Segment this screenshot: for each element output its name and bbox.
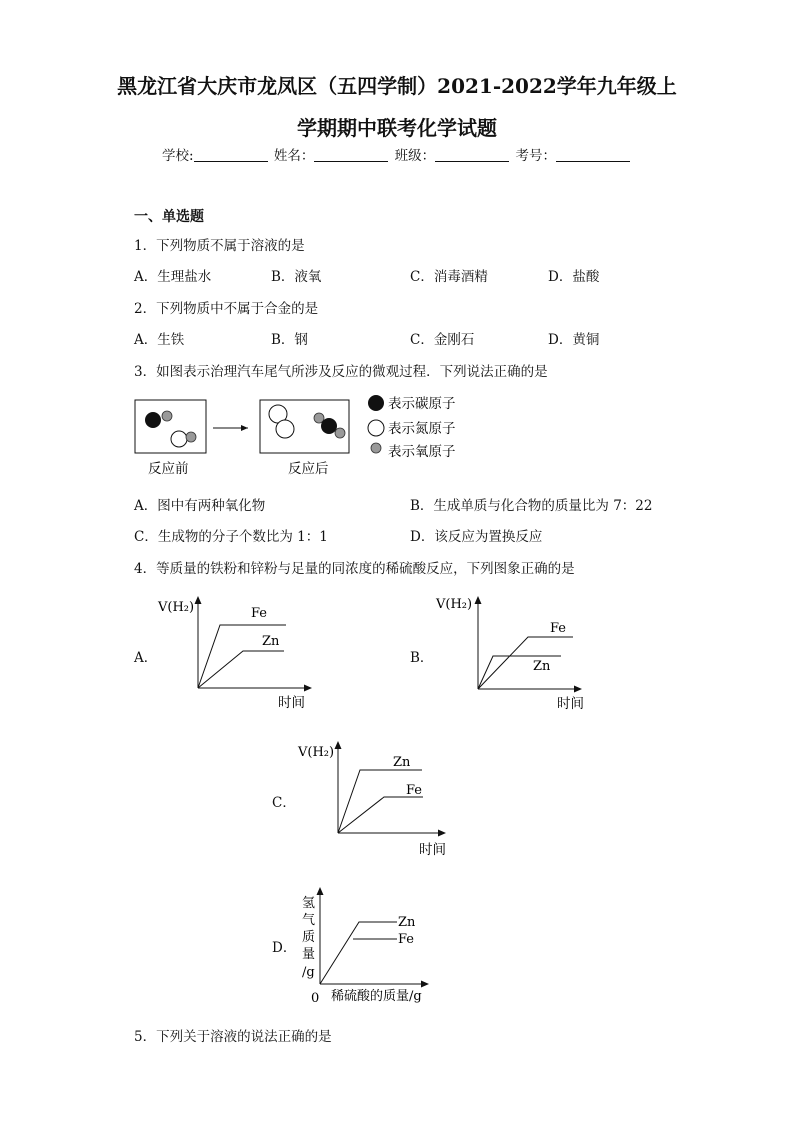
q3-option-a: A．图中有两种氧化物: [134, 498, 266, 514]
d-y-label-char: 量: [302, 947, 316, 962]
legend-nitrogen-icon: [368, 420, 384, 436]
name-blank: [314, 148, 388, 162]
q3-option-d: D．该反应为置换反应: [410, 529, 543, 545]
q4-stem: 4．等质量的铁粉和锌粉与足量的同浓度的稀硫酸反应，下列图象正确的是: [134, 561, 575, 577]
section-heading: 一、单选题: [134, 209, 204, 225]
before-label: 反应前: [148, 461, 189, 477]
d-y-label-char: 氢: [302, 896, 316, 911]
zn-line: [320, 922, 397, 984]
fe-label: Fe: [398, 932, 415, 947]
q2-option-a: A．生铁: [134, 332, 185, 348]
q1-option-b: B．液氧: [271, 269, 322, 285]
y-axis-arrow: [195, 596, 202, 604]
page-title-line-1: 黑龙江省大庆市龙凤区（五四学制）2021-2022学年九年级上: [117, 74, 677, 98]
x-axis-label: 时间: [278, 695, 305, 711]
exam-no-label: 考号：: [515, 148, 556, 164]
y-axis-label: V(H₂): [158, 600, 195, 615]
reaction-arrow-head: [241, 425, 248, 431]
d-y-label-char: 质: [302, 930, 316, 945]
x-axis-arrow: [574, 686, 582, 693]
y-axis-arrow: [335, 741, 342, 749]
y-axis-arrow: [475, 596, 482, 604]
q1-option-c: C．消毒酒精: [410, 269, 488, 285]
legend-oxygen-icon: [371, 443, 381, 453]
q4-graph-a: [150, 590, 330, 715]
q2-option-d: D．黄铜: [548, 332, 600, 348]
x-axis-label: 时间: [419, 842, 446, 858]
before-box: [135, 400, 206, 453]
q1-stem: 1．下列物质不属于溶液的是: [134, 238, 305, 254]
q5-stem: 5．下列关于溶液的说法正确的是: [134, 1029, 332, 1045]
q2-option-b: B．钢: [271, 332, 308, 348]
y-axis-label: V(H₂): [298, 745, 335, 760]
q3-option-b: B．生成单质与化合物的质量比为 7：22: [410, 498, 653, 514]
q3-stem: 3．如图表示治理汽车尾气所涉及反应的微观过程．下列说法正确的是: [134, 364, 548, 380]
school-label: 学校:: [162, 148, 194, 164]
fe-label: Fe: [550, 621, 567, 636]
x-axis-arrow: [304, 685, 312, 692]
x-axis-label: 时间: [557, 696, 584, 712]
d-y-label-unit: /g: [302, 965, 315, 980]
legend-carbon-icon: [368, 395, 384, 411]
zn-line: [198, 651, 284, 688]
zn-label: Zn: [393, 755, 411, 770]
carbon-atom: [321, 418, 337, 434]
q4-graph-b: [430, 590, 610, 715]
q1-option-a: A．生理盐水: [134, 269, 212, 285]
carbon-atom: [145, 412, 161, 428]
exam-no-blank: [556, 148, 630, 162]
oxygen-atom: [162, 411, 172, 421]
x-axis-arrow: [438, 830, 446, 837]
q4-option-b-label: B．: [410, 650, 434, 666]
class-blank: [435, 148, 509, 162]
zn-label: Zn: [262, 634, 280, 649]
legend-oxygen-label: 表示氧原子: [388, 444, 456, 460]
nitrogen-atom: [171, 431, 187, 447]
page-title-line-2: 学期期中联考化学试题: [297, 116, 497, 140]
name-label: 姓名：: [273, 148, 315, 164]
q4-graph-d: [295, 880, 445, 1010]
school-blank: [194, 148, 268, 162]
oxygen-atom: [186, 432, 196, 442]
legend-nitrogen-label: 表示氮原子: [388, 421, 456, 437]
x-axis-label: 稀硫酸的质量/g: [331, 989, 422, 1004]
q2-stem: 2．下列物质中不属于合金的是: [134, 301, 319, 317]
y-axis-label: V(H₂): [436, 597, 473, 612]
q3-option-c: C．生成物的分子个数比为 1：1: [134, 529, 328, 545]
q4-option-d-label: D．: [272, 940, 297, 956]
q3-reaction-diagram: [130, 390, 490, 480]
fe-line: [478, 637, 573, 689]
class-label: 班级：: [394, 148, 436, 164]
nitrogen-atom: [276, 420, 294, 438]
oxygen-atom: [335, 428, 345, 438]
y-axis-arrow: [317, 887, 324, 895]
d-y-label-char: 气: [302, 913, 316, 928]
legend-carbon-label: 表示碳原子: [388, 396, 456, 412]
q4-option-a-label: A．: [134, 650, 158, 666]
q4-option-c-label: C．: [272, 795, 296, 811]
q1-option-d: D．盐酸: [548, 269, 600, 285]
fe-line: [338, 797, 423, 833]
fe-label: Fe: [406, 783, 423, 798]
zn-label: Zn: [533, 659, 551, 674]
origin-label: 0: [311, 991, 320, 1006]
q2-option-c: C．金刚石: [410, 332, 475, 348]
student-info-line: [162, 144, 632, 164]
zn-label: Zn: [398, 915, 416, 930]
fe-label: Fe: [251, 606, 268, 621]
after-label: 反应后: [288, 461, 329, 477]
q4-graph-c: [290, 735, 470, 860]
x-axis-arrow: [421, 981, 429, 988]
